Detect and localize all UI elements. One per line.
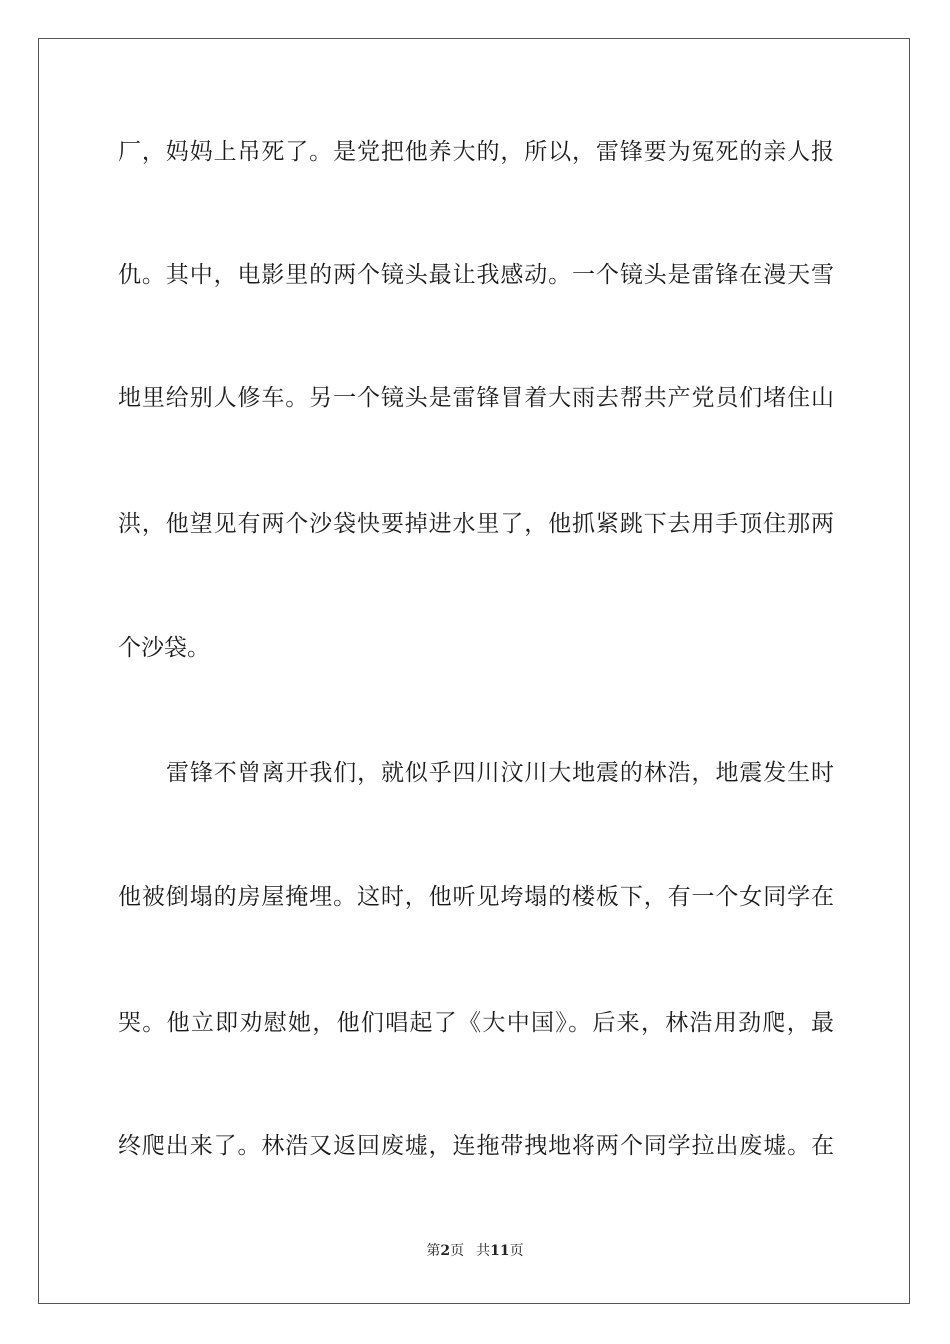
total-prefix: 共 bbox=[476, 1243, 491, 1259]
text-line: 地里给别人修车。另一个镜头是雷锋冒着大雨去帮共产党员们堵住山 bbox=[118, 385, 834, 411]
page-border bbox=[38, 38, 910, 1304]
text-line: 厂，妈妈上吊死了。是党把他养大的，所以，雷锋要为冤死的亲人报 bbox=[118, 139, 834, 165]
page-prefix: 第 bbox=[426, 1243, 441, 1259]
text-line: 终爬出来了。林浩又返回废墟，连拖带拽地将两个同学拉出废墟。在 bbox=[118, 1133, 834, 1159]
text-line: 他被倒塌的房屋掩埋。这时，他听见垮塌的楼板下，有一个女同学在 bbox=[118, 884, 834, 910]
text-line: 哭。他立即劝慰她，他们唱起了《大中国》。后来，林浩用劲爬，最 bbox=[118, 1010, 834, 1036]
page-number: 2 bbox=[440, 1243, 451, 1259]
paragraph-first-line: 雷锋不曾离开我们，就似乎四川汶川大地震的林浩，地震发生时 bbox=[166, 760, 834, 786]
total-pages: 11 bbox=[490, 1243, 510, 1259]
text-line: 个沙袋。 bbox=[118, 635, 210, 661]
total-suffix: 页 bbox=[509, 1243, 524, 1259]
text-line: 洪，他望见有两个沙袋快要掉进水里了，他抓紧跳下去用手顶住那两 bbox=[118, 511, 834, 537]
text-line: 仇。其中，电影里的两个镜头最让我感动。一个镜头是雷锋在漫天雪 bbox=[118, 262, 834, 288]
page-footer bbox=[0, 1242, 950, 1260]
page-suffix: 页 bbox=[450, 1243, 465, 1259]
